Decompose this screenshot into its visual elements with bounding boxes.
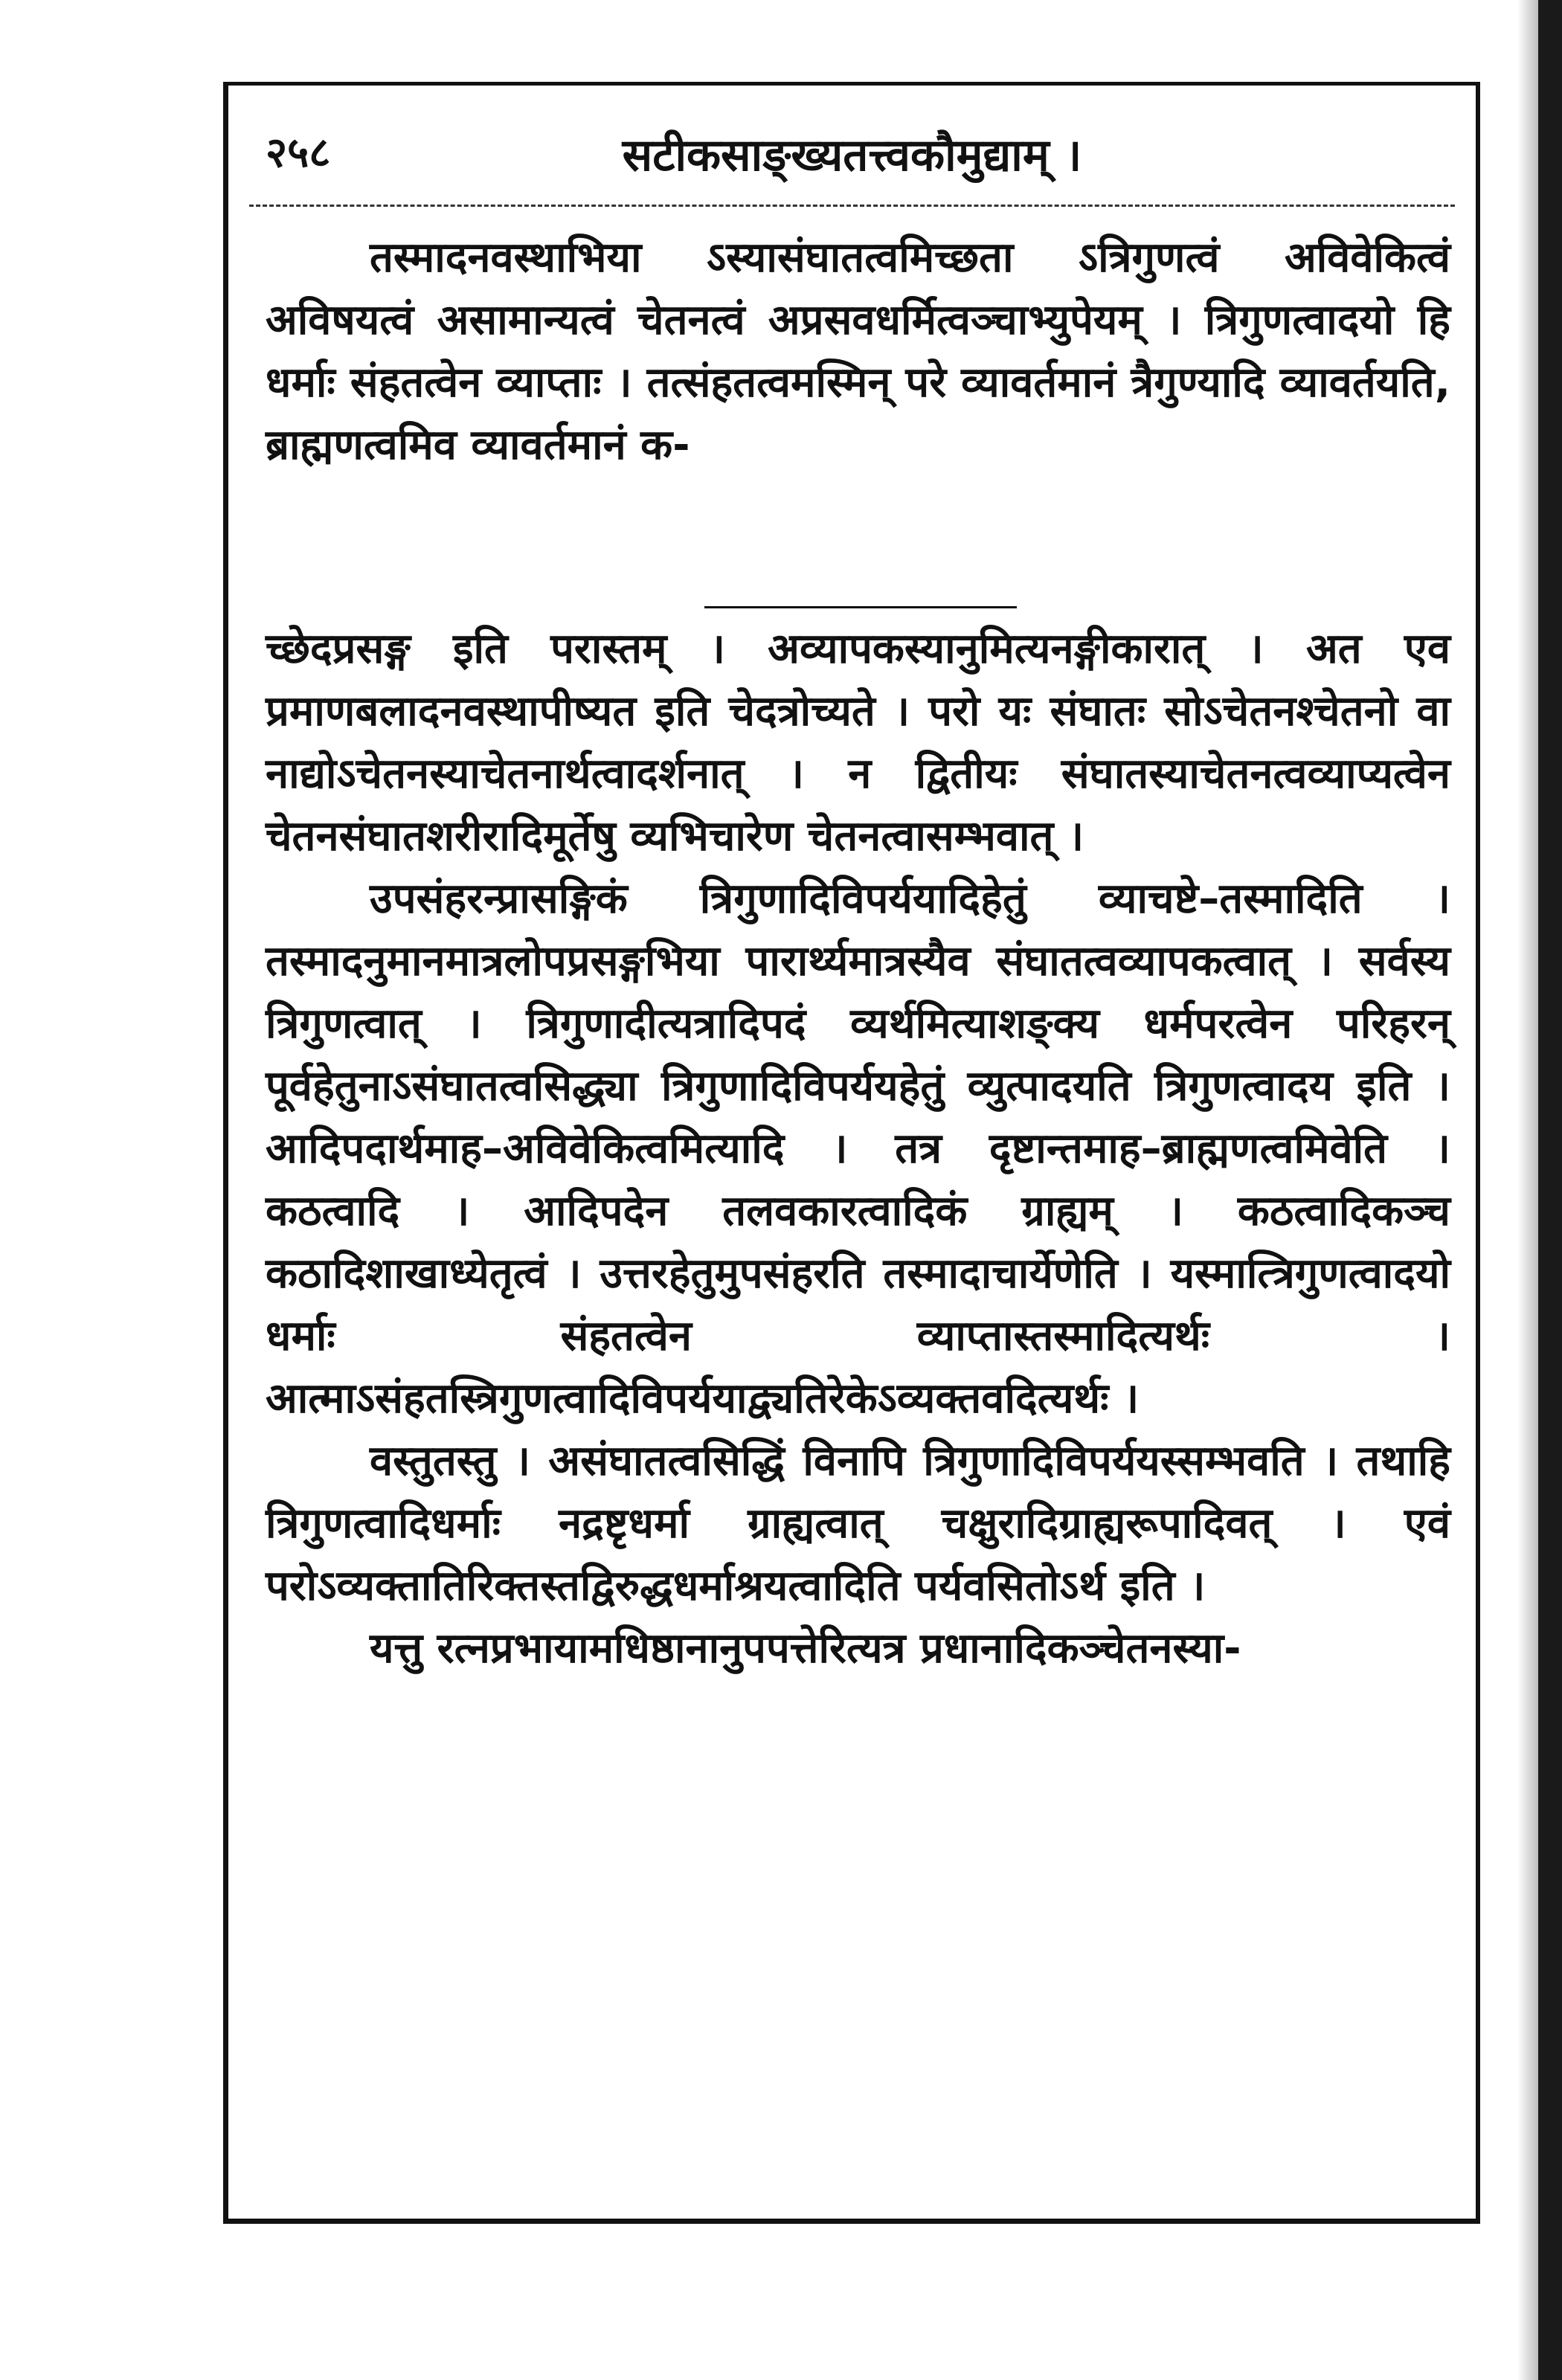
book-spine bbox=[1538, 0, 1562, 2380]
main-paragraph: तस्मादनवस्थाभिया ऽस्यासंघातत्वमिच्छता ऽत्रिगुणत्वं अविवेकित्वं अविषयत्वं असामान्यत्वं चेतनत्वं अप्रसवधर्मित्वञ्चाभ्युपेयम् । त्रिगुणत्वादयो हि धर्माः संहतत्वेन व्याप्ताः । तत्संहतत्वमस्मिन् परे व्यावर्तमानं त्रैगुण्यादि व्यावर्तयति, ब्राह्मणत्वमिव व्यावर्तमानं क- bbox=[266, 234, 1450, 469]
main-text bbox=[266, 227, 1450, 477]
header-divider bbox=[249, 205, 1455, 207]
page-header bbox=[249, 123, 1455, 190]
page-edge-shadow bbox=[1517, 0, 1538, 2380]
page-frame bbox=[223, 82, 1480, 2224]
section-divider bbox=[704, 606, 1017, 608]
commentary-text bbox=[266, 618, 1450, 1680]
commentary-paragraph-1: च्छेदप्रसङ्ग इति परास्तम् । अव्यापकस्यानुमित्यनङ्गीकारात् । अत एव प्रमाणबलादनवस्थापीष्यत इति चेदत्रोच्यते । परो यः संघातः सोऽचेतनश्चेतनो वा नाद्योऽचेतनस्याचेतनार्थत्वादर्शनात् । न द्वितीयः संघातस्याचेतनत्वव्याप्यत्वेन चेतनसंघातशरीरादिमूर्तेषु व्यभिचारेण चेतनत्वासम्भवात् । bbox=[266, 625, 1450, 861]
commentary-paragraph-4: यत्तु रत्नप्रभायामधिष्ठानानुपपत्तेरित्यत्र प्रधानादिकञ्चेतनस्या- bbox=[370, 1624, 1241, 1673]
running-title: सटीकसाङ्ख्यतत्त्वकौमुद्याम् । bbox=[622, 129, 1082, 181]
commentary-paragraph-3: वस्तुतस्तु । असंघातत्वसिद्धिं विनापि त्रिगुणादिविपर्ययस्सम्भवति । तथाहि त्रिगुणत्वादिधर्माः नद्रष्टृधर्मा ग्राह्यत्वात् चक्षुरादिग्राह्यरूपादिवत् । एवं परोऽव्यक्तातिरिक्तस्तद्विरुद्धधर्माश्रयत्वादिति पर्यवसितोऽर्थ इति । bbox=[266, 1437, 1450, 1610]
page-number: २५८ bbox=[266, 129, 331, 177]
commentary-paragraph-2: उपसंहरन्प्रासङ्गिकं त्रिगुणादिविपर्ययादिहेतुं व्याचष्टे–तस्मादिति । तस्मादनुमानमात्रलोपप्रसङ्गभिया पारार्थ्यमात्रस्यैव संघातत्वव्यापकत्वात् । सर्वस्य त्रिगुणत्वात् । त्रिगुणादीत्यत्रादिपदं व्यर्थमित्याशङ्क्य धर्मपरत्वेन परिहरन् पूर्वहेतुनाऽसंघातत्वसिद्ध्या त्रिगुणादिविपर्ययहेतुं व्युत्पादयति त्रिगुणत्वादय इति । आदिपदार्थमाह–अविवेकित्वमित्यादि । तत्र दृष्टान्तमाह–ब्राह्मणत्वमिवेति । कठत्वादि । आदिपदेन तलवकारत्वादिकं ग्राह्यम् । कठत्वादिकञ्च कठादिशाखाध्येतृत्वं । उत्तरहेतुमुपसंहरति तस्मादाचार्येणेति । यस्मात्त्रिगुणत्वादयो धर्माः संहतत्वेन व्याप्तास्तस्मादित्यर्थः । आत्माऽसंहतस्त्रिगुणत्वादिविपर्ययाद्व्यतिरेकेऽव्यक्तवदित्यर्थः । bbox=[266, 875, 1451, 1423]
